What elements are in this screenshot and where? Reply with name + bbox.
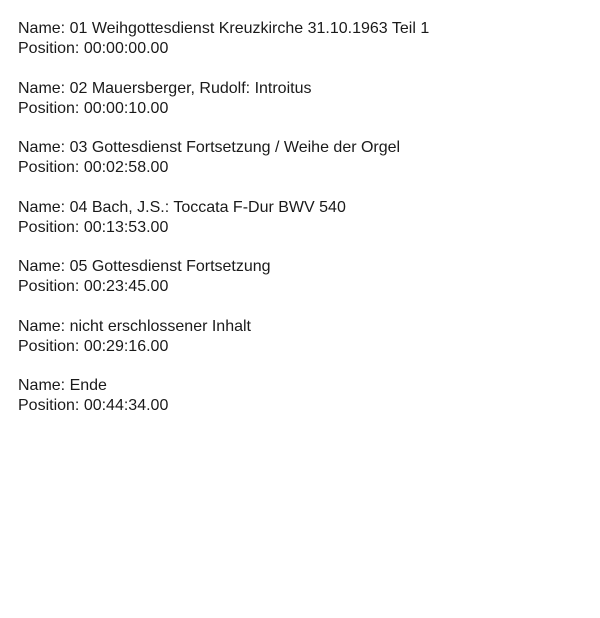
track-entry — [18, 79, 600, 119]
track-position: Position: 00:00:10.00 — [18, 99, 169, 117]
track-entry — [18, 138, 600, 178]
track-position: Position: 00:13:53.00 — [18, 218, 169, 236]
track-entry — [18, 198, 600, 238]
track-name: Name: nicht erschlossener Inhalt — [18, 317, 251, 335]
track-name: Name: Ende — [18, 377, 107, 394]
track-position: Position: 00:23:45.00 — [18, 278, 169, 295]
track-position: Position: 00:02:58.00 — [18, 159, 169, 176]
track-entry — [18, 376, 600, 416]
track-entry — [18, 257, 600, 297]
track-position: Position: 00:44:34.00 — [18, 397, 169, 414]
track-name: Name: 05 Gottesdienst Fortsetzung — [18, 258, 271, 275]
track-position: Position: 00:29:16.00 — [18, 337, 169, 355]
track-name: Name: 02 Mauersberger, Rudolf: Introitus — [18, 79, 312, 97]
track-name: Name: 04 Bach, J.S.: Toccata F-Dur BWV 540 — [18, 198, 346, 216]
track-entry — [18, 19, 600, 59]
track-position: Position: 00:00:00.00 — [18, 40, 169, 57]
track-name: Name: 01 Weihgottesdienst Kreuzkirche 31.10.1963 Teil 1 — [18, 20, 430, 37]
track-name: Name: 03 Gottesdienst Fortsetzung / Weihe der Orgel — [18, 139, 401, 156]
track-entry — [18, 317, 600, 357]
